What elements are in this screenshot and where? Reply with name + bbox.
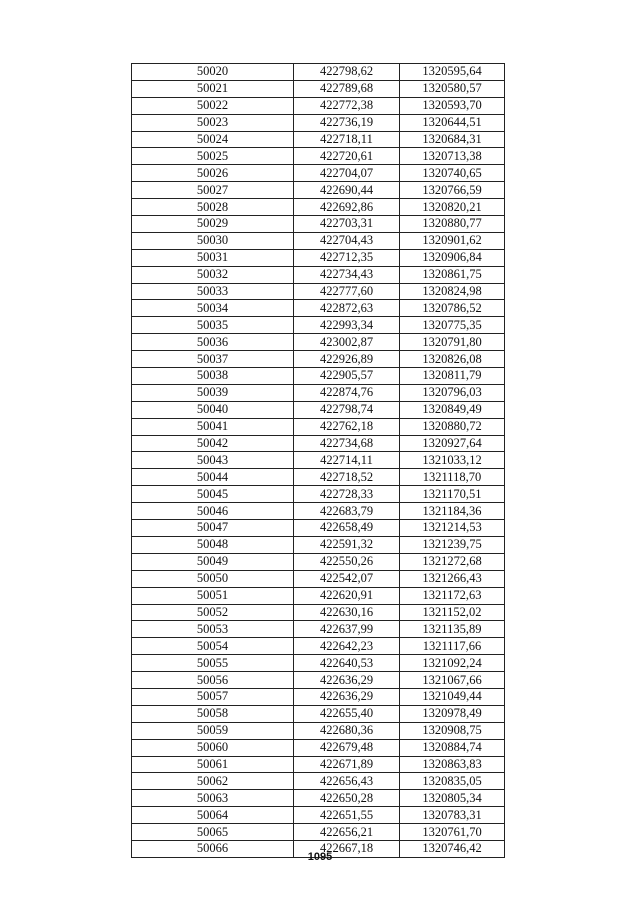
point-id-cell: 50054 [132,638,294,655]
y-coordinate-cell: 1321170,51 [400,486,505,503]
point-id-cell: 50038 [132,368,294,385]
point-id-cell: 50060 [132,739,294,756]
y-coordinate-cell: 1321118,70 [400,469,505,486]
y-coordinate-cell: 1321214,53 [400,520,505,537]
x-coordinate-cell: 422874,76 [294,384,400,401]
x-coordinate-cell: 422651,55 [294,807,400,824]
point-id-cell: 50030 [132,232,294,249]
table-row [132,739,505,756]
table-row [132,587,505,604]
point-id-cell: 50062 [132,773,294,790]
table-row [132,97,505,114]
x-coordinate-cell: 422679,48 [294,739,400,756]
point-id-cell: 50028 [132,199,294,216]
y-coordinate-cell: 1320746,42 [400,840,505,857]
point-id-cell: 50022 [132,97,294,114]
y-coordinate-cell: 1321117,66 [400,638,505,655]
x-coordinate-cell: 422642,23 [294,638,400,655]
table-row [132,401,505,418]
x-coordinate-cell: 422680,36 [294,722,400,739]
y-coordinate-cell: 1320791,80 [400,334,505,351]
table-row [132,249,505,266]
table-row [132,300,505,317]
x-coordinate-cell: 422550,26 [294,553,400,570]
point-id-cell: 50033 [132,283,294,300]
y-coordinate-cell: 1320761,70 [400,824,505,841]
x-coordinate-cell: 422591,32 [294,536,400,553]
table-row [132,536,505,553]
x-coordinate-cell: 422762,18 [294,418,400,435]
table-row [132,199,505,216]
x-coordinate-cell: 422720,61 [294,148,400,165]
y-coordinate-cell: 1320593,70 [400,97,505,114]
point-id-cell: 50032 [132,266,294,283]
x-coordinate-cell: 422655,40 [294,705,400,722]
table-row [132,114,505,131]
point-id-cell: 50048 [132,536,294,553]
table-row [132,756,505,773]
x-coordinate-cell: 422636,29 [294,688,400,705]
point-id-cell: 50040 [132,401,294,418]
y-coordinate-cell: 1321092,24 [400,655,505,672]
coordinates-table-body [132,64,505,858]
table-row [132,131,505,148]
x-coordinate-cell: 422667,18 [294,840,400,857]
x-coordinate-cell: 422637,99 [294,621,400,638]
y-coordinate-cell: 1321135,89 [400,621,505,638]
point-id-cell: 50065 [132,824,294,841]
table-row [132,469,505,486]
y-coordinate-cell: 1320775,35 [400,317,505,334]
x-coordinate-cell: 422993,34 [294,317,400,334]
y-coordinate-cell: 1320811,79 [400,368,505,385]
x-coordinate-cell: 422798,62 [294,64,400,81]
x-coordinate-cell: 422671,89 [294,756,400,773]
table-row [132,553,505,570]
x-coordinate-cell: 422656,21 [294,824,400,841]
x-coordinate-cell: 422704,43 [294,232,400,249]
table-row [132,672,505,689]
x-coordinate-cell: 422789,68 [294,80,400,97]
x-coordinate-cell: 422736,19 [294,114,400,131]
table-row [132,705,505,722]
point-id-cell: 50031 [132,249,294,266]
y-coordinate-cell: 1320786,52 [400,300,505,317]
table-row [132,368,505,385]
x-coordinate-cell: 422712,35 [294,249,400,266]
y-coordinate-cell: 1321152,02 [400,604,505,621]
y-coordinate-cell: 1320884,74 [400,739,505,756]
y-coordinate-cell: 1320820,21 [400,199,505,216]
y-coordinate-cell: 1320595,64 [400,64,505,81]
x-coordinate-cell: 422772,38 [294,97,400,114]
x-coordinate-cell: 422714,11 [294,452,400,469]
table-row [132,520,505,537]
point-id-cell: 50023 [132,114,294,131]
point-id-cell: 50042 [132,435,294,452]
y-coordinate-cell: 1320863,83 [400,756,505,773]
table-row [132,570,505,587]
coordinates-table [131,63,505,858]
y-coordinate-cell: 1320849,49 [400,401,505,418]
y-coordinate-cell: 1320861,75 [400,266,505,283]
table-row [132,604,505,621]
point-id-cell: 50029 [132,216,294,233]
table-row [132,722,505,739]
point-id-cell: 50047 [132,520,294,537]
x-coordinate-cell: 422636,29 [294,672,400,689]
point-id-cell: 50021 [132,80,294,97]
point-id-cell: 50034 [132,300,294,317]
table-row [132,351,505,368]
y-coordinate-cell: 1320927,64 [400,435,505,452]
point-id-cell: 50061 [132,756,294,773]
x-coordinate-cell: 422798,74 [294,401,400,418]
y-coordinate-cell: 1320805,34 [400,790,505,807]
point-id-cell: 50026 [132,165,294,182]
y-coordinate-cell: 1320644,51 [400,114,505,131]
y-coordinate-cell: 1320880,72 [400,418,505,435]
point-id-cell: 50035 [132,317,294,334]
table-row [132,266,505,283]
y-coordinate-cell: 1321184,36 [400,503,505,520]
page-number: 1095 [307,851,333,863]
point-id-cell: 50056 [132,672,294,689]
point-id-cell: 50064 [132,807,294,824]
x-coordinate-cell: 422718,52 [294,469,400,486]
table-row [132,64,505,81]
table-row [132,621,505,638]
x-coordinate-cell: 422620,91 [294,587,400,604]
y-coordinate-cell: 1320906,84 [400,249,505,266]
x-coordinate-cell: 422542,07 [294,570,400,587]
x-coordinate-cell: 422692,86 [294,199,400,216]
table-row [132,688,505,705]
point-id-cell: 50051 [132,587,294,604]
point-id-cell: 50052 [132,604,294,621]
y-coordinate-cell: 1320826,08 [400,351,505,368]
point-id-cell: 50024 [132,131,294,148]
table-row [132,148,505,165]
point-id-cell: 50020 [132,64,294,81]
table-row [132,503,505,520]
x-coordinate-cell: 423002,87 [294,334,400,351]
table-row [132,165,505,182]
table-row [132,655,505,672]
table-row [132,182,505,199]
point-id-cell: 50043 [132,452,294,469]
point-id-cell: 50045 [132,486,294,503]
y-coordinate-cell: 1320835,05 [400,773,505,790]
table-row [132,773,505,790]
table-row [132,486,505,503]
point-id-cell: 50036 [132,334,294,351]
point-id-cell: 50046 [132,503,294,520]
y-coordinate-cell: 1321266,43 [400,570,505,587]
x-coordinate-cell: 422658,49 [294,520,400,537]
x-coordinate-cell: 422640,53 [294,655,400,672]
point-id-cell: 50037 [132,351,294,368]
x-coordinate-cell: 422734,43 [294,266,400,283]
x-coordinate-cell: 422728,33 [294,486,400,503]
x-coordinate-cell: 422703,31 [294,216,400,233]
x-coordinate-cell: 422718,11 [294,131,400,148]
y-coordinate-cell: 1320684,31 [400,131,505,148]
point-id-cell: 50057 [132,688,294,705]
y-coordinate-cell: 1320783,31 [400,807,505,824]
table-row [132,418,505,435]
point-id-cell: 50049 [132,553,294,570]
x-coordinate-cell: 422734,68 [294,435,400,452]
y-coordinate-cell: 1321049,44 [400,688,505,705]
y-coordinate-cell: 1320908,75 [400,722,505,739]
x-coordinate-cell: 422683,79 [294,503,400,520]
point-id-cell: 50025 [132,148,294,165]
table-row [132,790,505,807]
y-coordinate-cell: 1320978,49 [400,705,505,722]
y-coordinate-cell: 1321067,66 [400,672,505,689]
table-row [132,232,505,249]
x-coordinate-cell: 422656,43 [294,773,400,790]
point-id-cell: 50053 [132,621,294,638]
table-row [132,807,505,824]
point-id-cell: 50044 [132,469,294,486]
x-coordinate-cell: 422704,07 [294,165,400,182]
table-row [132,334,505,351]
table-row [132,435,505,452]
y-coordinate-cell: 1320880,77 [400,216,505,233]
y-coordinate-cell: 1320766,59 [400,182,505,199]
y-coordinate-cell: 1321033,12 [400,452,505,469]
y-coordinate-cell: 1321272,68 [400,553,505,570]
point-id-cell: 50050 [132,570,294,587]
x-coordinate-cell: 422690,44 [294,182,400,199]
x-coordinate-cell: 422630,16 [294,604,400,621]
y-coordinate-cell: 1321172,63 [400,587,505,604]
x-coordinate-cell: 422650,28 [294,790,400,807]
table-row [132,283,505,300]
table-row [132,824,505,841]
x-coordinate-cell: 422905,57 [294,368,400,385]
point-id-cell: 50066 [132,840,294,857]
x-coordinate-cell: 422777,60 [294,283,400,300]
point-id-cell: 50058 [132,705,294,722]
table-row [132,638,505,655]
y-coordinate-cell: 1320796,03 [400,384,505,401]
table-row [132,452,505,469]
y-coordinate-cell: 1320901,62 [400,232,505,249]
y-coordinate-cell: 1321239,75 [400,536,505,553]
point-id-cell: 50063 [132,790,294,807]
y-coordinate-cell: 1320580,57 [400,80,505,97]
point-id-cell: 50055 [132,655,294,672]
point-id-cell: 50039 [132,384,294,401]
y-coordinate-cell: 1320824,98 [400,283,505,300]
table-row [132,317,505,334]
table-row [132,216,505,233]
table-row [132,384,505,401]
point-id-cell: 50059 [132,722,294,739]
y-coordinate-cell: 1320740,65 [400,165,505,182]
point-id-cell: 50041 [132,418,294,435]
point-id-cell: 50027 [132,182,294,199]
x-coordinate-cell: 422872,63 [294,300,400,317]
table-row [132,80,505,97]
x-coordinate-cell: 422926,89 [294,351,400,368]
y-coordinate-cell: 1320713,38 [400,148,505,165]
